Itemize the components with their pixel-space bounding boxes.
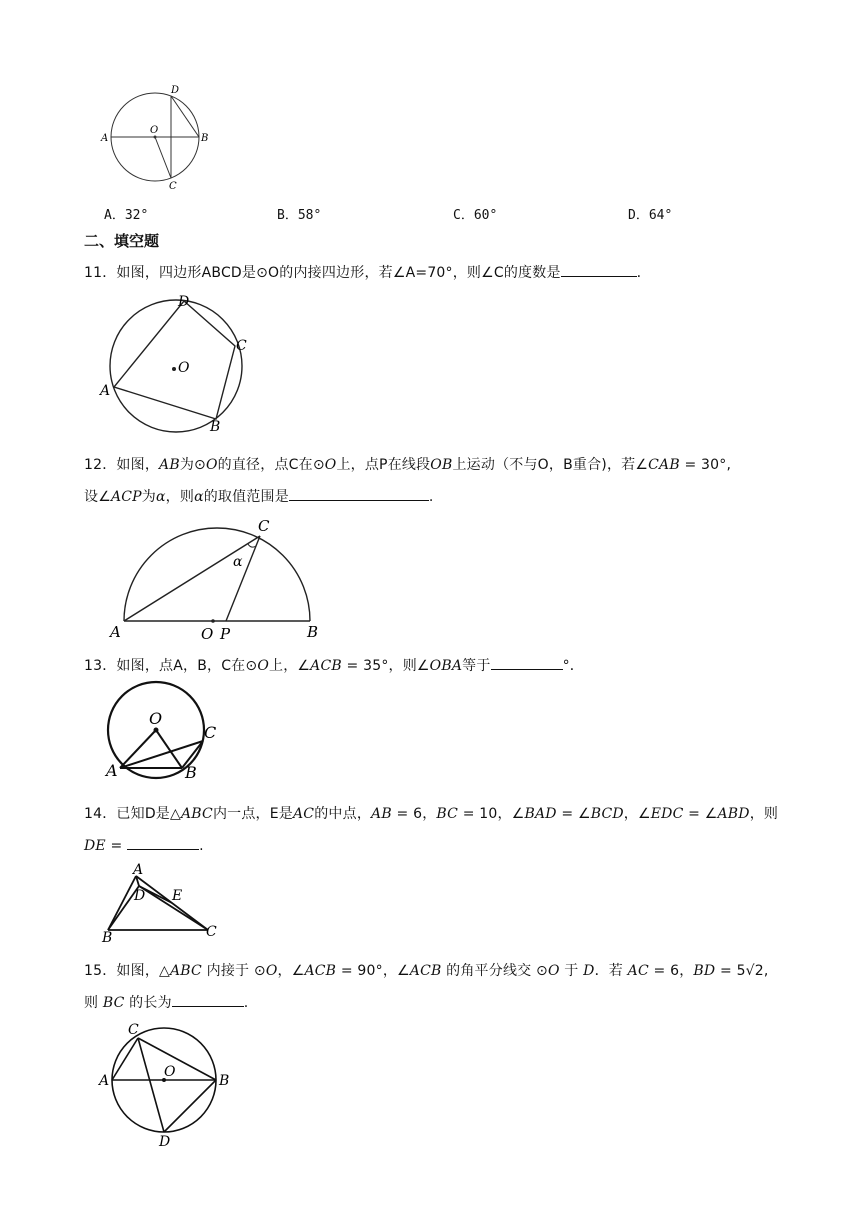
q15-text-part: = 6， bbox=[648, 963, 694, 979]
q15-math: ABC bbox=[169, 963, 202, 979]
q15-math: ACB bbox=[304, 963, 337, 979]
q12-math: AB bbox=[159, 457, 180, 473]
q15-line1 bbox=[84, 960, 769, 980]
q15-text-part: . bbox=[243, 995, 249, 1011]
q15-label-O: O bbox=[164, 1064, 176, 1080]
q14-math: BAD bbox=[524, 806, 557, 822]
q12-text-part: 的取值范围是 bbox=[203, 489, 289, 505]
q13-math: O bbox=[257, 658, 269, 674]
q10-label-D: D bbox=[171, 85, 180, 96]
section-title: 二、填空题 bbox=[84, 232, 160, 250]
q12-label-P: P bbox=[220, 625, 231, 643]
q10-label-O: O bbox=[150, 125, 159, 136]
q14-text-part: = 6， bbox=[391, 806, 437, 822]
q15-text-part: 内接于 ⊙ bbox=[201, 963, 266, 979]
q12-math: α bbox=[156, 489, 166, 505]
q11-label-A: A bbox=[100, 383, 111, 399]
q11-label-B: B bbox=[210, 419, 221, 435]
q12-math: α bbox=[194, 489, 204, 505]
q15-math: O bbox=[547, 963, 560, 979]
q14-text-part: = bbox=[105, 838, 128, 854]
q15-label-B: B bbox=[219, 1073, 230, 1089]
q14-answer-blank[interactable] bbox=[127, 835, 199, 850]
q14-text-part: 的中点， bbox=[314, 806, 372, 822]
q14-label-E: E bbox=[172, 888, 183, 904]
q11-text bbox=[84, 262, 641, 282]
q12-line2 bbox=[84, 486, 434, 506]
q15-text-part: 的长为 bbox=[124, 995, 172, 1011]
q14-math: DE bbox=[84, 838, 106, 854]
q14-math: AC bbox=[293, 806, 315, 822]
q14-text-part: ，∠ bbox=[623, 806, 651, 822]
q14-text-part: = ∠ bbox=[556, 806, 591, 822]
q10-label-B: B bbox=[201, 133, 209, 144]
q15-math: D bbox=[583, 963, 595, 979]
q10-figure bbox=[95, 80, 225, 195]
q13-label-O: O bbox=[149, 709, 163, 728]
q12-text-part: 设∠ bbox=[84, 489, 111, 505]
q15-text-part: 15．如图，△ bbox=[84, 963, 170, 979]
q12-label-C: C bbox=[258, 517, 270, 535]
q15-text-part: 于 bbox=[559, 963, 584, 979]
q11-label-C: C bbox=[236, 338, 247, 354]
q12-text-part: 的直径，点C在⊙ bbox=[217, 457, 325, 473]
q15-math: ACB bbox=[409, 963, 442, 979]
q12-text-part: 上运动（不与O，B重合)，若∠ bbox=[452, 457, 649, 473]
q14-math: BC bbox=[436, 806, 459, 822]
q15-math: O bbox=[265, 963, 278, 979]
q15-math: BD bbox=[693, 963, 716, 979]
q12-text-part: . bbox=[428, 489, 434, 505]
q15-line2 bbox=[84, 992, 248, 1012]
q12-line1 bbox=[84, 454, 731, 474]
q12-answer-blank[interactable] bbox=[289, 486, 429, 501]
q13-text bbox=[84, 655, 584, 675]
q15-text-part: ．若 bbox=[594, 963, 628, 979]
q13-text-part: 等于 bbox=[462, 658, 491, 674]
q10-option-a: A．32° bbox=[104, 208, 149, 223]
q14-math: BCD bbox=[590, 806, 624, 822]
q14-text-part: = ∠ bbox=[683, 806, 718, 822]
q15-math: BC bbox=[102, 995, 125, 1011]
q12-figure bbox=[105, 516, 335, 641]
q10-label-A: A bbox=[101, 133, 109, 144]
q13-label-A: A bbox=[106, 761, 118, 780]
q10-option-c: C．60° bbox=[453, 208, 498, 223]
q12-label-B: B bbox=[307, 623, 319, 641]
q14-line1 bbox=[84, 803, 778, 823]
q12-text-part: 上，点P在线段 bbox=[336, 457, 431, 473]
q12-text-part: 12．如图， bbox=[84, 457, 160, 473]
q14-label-A: A bbox=[133, 862, 144, 878]
q15-figure bbox=[96, 1018, 241, 1153]
q15-text-part: = 90°，∠ bbox=[336, 963, 410, 979]
q10-label-C: C bbox=[169, 181, 177, 192]
q13-answer-blank[interactable] bbox=[491, 655, 563, 670]
q12-math: ACP bbox=[110, 489, 142, 505]
q14-label-C: C bbox=[206, 924, 217, 940]
q14-math: AB bbox=[371, 806, 392, 822]
q12-text-part: 为⊙ bbox=[179, 457, 206, 473]
q11-prefix: 11．如图，四边形ABCD是⊙O的内接四边形，若∠A=70°，则∠C的度数是 bbox=[84, 265, 561, 281]
q15-text-part: 的角平分线交 ⊙ bbox=[441, 963, 548, 979]
q15-label-A: A bbox=[99, 1073, 110, 1089]
q12-label-A: A bbox=[110, 623, 121, 641]
q14-label-B: B bbox=[102, 930, 113, 946]
q13-math: OBA bbox=[429, 658, 463, 674]
q12-text-part: 为 bbox=[141, 489, 156, 505]
q10-option-d: D．64° bbox=[628, 208, 673, 223]
q12-math: O bbox=[205, 457, 218, 473]
q13-text-part: 13．如图，点A，B，C在⊙ bbox=[84, 658, 258, 674]
q14-text-part: . bbox=[199, 838, 204, 854]
q12-math: O bbox=[324, 457, 337, 473]
q15-text-part: 则 bbox=[84, 995, 103, 1011]
q12-math: CAB bbox=[648, 457, 680, 473]
q13-text-part: °． bbox=[562, 658, 584, 674]
q12-label-alpha: α bbox=[233, 554, 243, 570]
q11-label-O: O bbox=[178, 360, 190, 376]
q15-text-part: ，∠ bbox=[277, 963, 305, 979]
q11-suffix: . bbox=[636, 265, 642, 281]
q14-math: ABD bbox=[717, 806, 750, 822]
q10-option-b: B．58° bbox=[277, 208, 322, 223]
q14-math: ABC bbox=[180, 806, 213, 822]
q12-text-part: = 30°, bbox=[679, 457, 732, 473]
q12-text-part: ，则 bbox=[165, 489, 195, 505]
q14-figure bbox=[98, 860, 228, 945]
q13-figure bbox=[100, 684, 230, 784]
q14-math: EDC bbox=[650, 806, 684, 822]
q12-math: OB bbox=[430, 457, 453, 473]
q15-label-D: D bbox=[159, 1134, 171, 1150]
q14-text-part: 14．已知D是△ bbox=[84, 806, 181, 822]
q13-text-part: = 35°，则∠ bbox=[341, 658, 430, 674]
q13-label-C: C bbox=[204, 723, 217, 742]
q14-text-part: = 10，∠ bbox=[458, 806, 525, 822]
q15-label-C: C bbox=[128, 1022, 139, 1038]
q14-text-part: 内一点，E是 bbox=[212, 806, 293, 822]
q14-line2 bbox=[84, 835, 204, 854]
q13-text-part: 上，∠ bbox=[269, 658, 311, 674]
q15-text-part: = 5√2, bbox=[715, 963, 769, 979]
q11-label-D: D bbox=[178, 294, 190, 310]
q15-math: AC bbox=[627, 963, 649, 979]
q13-math: ACB bbox=[310, 658, 342, 674]
q13-label-B: B bbox=[185, 763, 197, 782]
q14-text-part: ，则 bbox=[749, 806, 779, 822]
q12-label-O: O bbox=[201, 625, 214, 643]
q11-figure bbox=[98, 290, 258, 435]
q14-label-D: D bbox=[134, 888, 146, 904]
q11-answer-blank[interactable] bbox=[561, 262, 637, 277]
q15-answer-blank[interactable] bbox=[172, 992, 244, 1007]
